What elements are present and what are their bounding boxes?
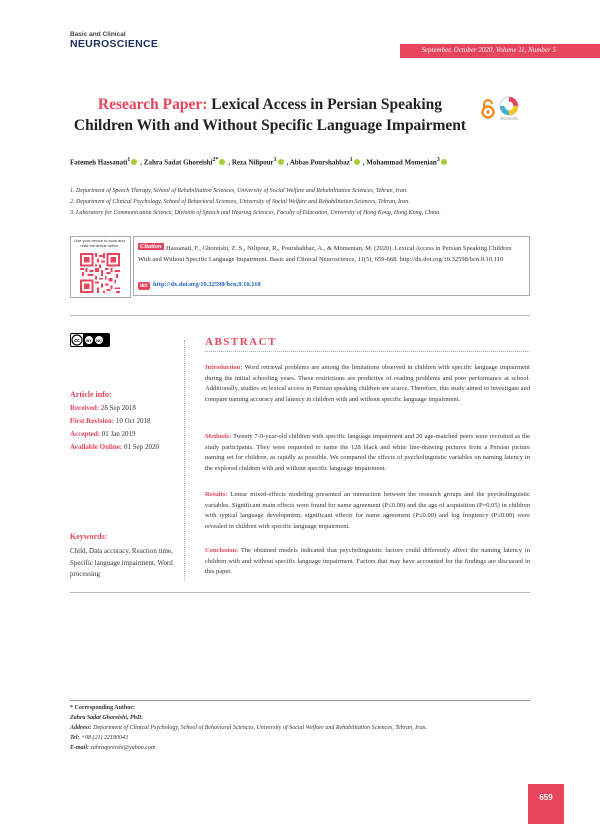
received-row bbox=[70, 402, 159, 415]
journal-logo: NEUROSCIENCE bbox=[70, 38, 159, 50]
orcid-icon[interactable] bbox=[131, 159, 137, 165]
author-sup: 2* bbox=[212, 157, 219, 163]
qr-code-icon[interactable] bbox=[79, 253, 121, 293]
author-sup: 3 bbox=[436, 157, 440, 163]
journal-logo-top: Basic and Clinical bbox=[70, 31, 126, 38]
email-link[interactable]: zahraqoreishi@yahoo.com bbox=[90, 745, 156, 751]
orcid-icon[interactable] bbox=[354, 159, 360, 165]
author-name: Abbas Pourshahbaz bbox=[289, 158, 350, 167]
crossmark-icon[interactable] bbox=[498, 96, 520, 122]
first-revision-row bbox=[70, 415, 159, 428]
article-info-heading: Article info: bbox=[70, 390, 112, 399]
keywords-heading: Keywords: bbox=[70, 532, 108, 541]
author-name: Fatemeh Hassanati bbox=[70, 158, 128, 167]
abstract-methods bbox=[205, 432, 530, 474]
conclusion-text: The obtained models indicated that psycholinguistic factors could differently affect the naming latency in children with and without specific language impairment. Factors that may have accounted for the findings are discussed in this paper. bbox=[205, 547, 530, 576]
tel-label: Tel: bbox=[70, 735, 80, 741]
abstract-rule bbox=[205, 351, 530, 352]
page-number-bar bbox=[528, 784, 564, 824]
available-row bbox=[70, 441, 159, 454]
address-label: Address: bbox=[70, 725, 92, 731]
first-revision-label: First Revision: bbox=[70, 417, 115, 425]
article-title-text: Lexical Access in Persian Speaking Children With and Without Specific Language Impairment bbox=[73, 96, 467, 135]
issue-info: September, October 2020, Volume 11, Number 5 bbox=[421, 46, 556, 54]
affiliation: 3. Laboratory for Communication Science, Division of Speech and Hearing Sciences, Faculty of Education, University of Hong Kong, Hong Kong, China. bbox=[70, 210, 441, 216]
available-date: 01 Sep 2020 bbox=[123, 443, 159, 451]
author-sup: 1 bbox=[127, 157, 131, 163]
tel-text: +98 (21) 22180043 bbox=[80, 735, 128, 741]
doi-link[interactable]: http://dx.doi.org/10.32598/bcn.9.10.110 bbox=[153, 281, 261, 288]
methods-text: Twenty 7-9-year-old children with specific language impairment and 20 age-matched peers were recruited as the study participants. They were requested to name the 128 black and white line-drawing pictures from a Persian picture naming set for children, as rapidly as possible. We compared the effects of psycholinguistic variables on naming latency in the explored children with and without specific language impairment. bbox=[205, 433, 530, 472]
abstract-results bbox=[205, 490, 530, 532]
page-number: 659 bbox=[539, 793, 553, 802]
keywords-text: Child, Data accuracy, Reaction time, Specific language impairment, Word processing bbox=[70, 547, 173, 578]
address-text: Department of Clinical Psychology, School of Behavioral Sciences, University of Social Welfare and Rehabilitation Sciences, Tehran, Iran. bbox=[93, 725, 427, 731]
accepted-row bbox=[70, 428, 159, 441]
author-name: Mohammad Momenian bbox=[366, 158, 437, 167]
article-title bbox=[70, 94, 470, 137]
abstract-conclusion bbox=[205, 546, 530, 578]
received-label: Received: bbox=[70, 404, 100, 412]
svg-text:BY: BY bbox=[86, 338, 92, 343]
open-access-icon bbox=[481, 99, 495, 119]
results-text: Linear mixed-effects modeling presented an interaction between the research groups and the psycholinguistic variables. Significant main effects were found for name agreement (P≤0.00) and the age of acquisition (P=0.05) in children with typical language development; significant effects for name agreement (P≤0.00) and log frequency (P≤0.00) were revealed in children with specific language impairment. bbox=[205, 491, 530, 530]
citation-label: Citation bbox=[140, 243, 162, 250]
author-name: Reza Nilipour bbox=[231, 158, 274, 167]
results-label: Results: bbox=[205, 491, 228, 498]
cc-license-icon[interactable] bbox=[70, 333, 110, 347]
qr-caption: Use your device to scan and read the article online bbox=[74, 238, 125, 248]
affiliation: 1. Department of Speech Therapy, School of Rehabilitation Sciences, University of Social Welfare and Rehabilitation Sciences, Tehran, Iran. bbox=[70, 188, 408, 194]
first-revision-date: 10 Oct 2018 bbox=[115, 417, 151, 425]
corresponding-author bbox=[70, 703, 530, 753]
orcid-icon[interactable] bbox=[278, 159, 284, 165]
orcid-icon[interactable] bbox=[219, 159, 225, 165]
doi-icon: doi bbox=[140, 283, 148, 289]
divider bbox=[70, 592, 530, 593]
divider bbox=[70, 700, 530, 701]
author-list: Fatemeh Hassanati$^1$ , Zahra Sadat Ghoreishi$^{2*}$ , Reza Nilipour$^1$ , Abbas Pourshahbaz$^1$ , Mohammad Momenian$^3$ bbox=[70, 157, 450, 166]
available-label: Available Online: bbox=[70, 443, 123, 451]
article-dates bbox=[70, 402, 159, 454]
affiliations bbox=[70, 186, 441, 219]
article-type: Research Paper: bbox=[97, 96, 208, 113]
conclusion-label: Conclusion: bbox=[205, 547, 239, 554]
corresponding-name: Zahra Sadat Ghoreishi, PhD. bbox=[70, 715, 143, 721]
received-date: 28 Sep 2018 bbox=[100, 404, 136, 412]
citation-text: Hassanati, F., Ghoreishi, Z. S., Nilipour, R., Pourshahbaz, A., & Momenian, M. (2020). Lexical Access in Persian Speaking Children With and Without Specific Language Impairment. Basic and Clinical Neuroscience, 11(5), 659-668. http://dx.doi.org/10.32598/bcn.9.10.110 bbox=[138, 245, 512, 263]
abstract-introduction bbox=[205, 363, 530, 405]
introduction-label: Introduction: bbox=[205, 364, 243, 371]
svg-text:NC: NC bbox=[96, 338, 102, 343]
abstract-heading: ABSTRACT bbox=[205, 336, 277, 348]
accepted-label: Accepted: bbox=[70, 430, 100, 438]
column-divider bbox=[184, 340, 185, 580]
introduction-text: Word retrieval problems are among the limitations observed in children with specific language impairment during the initial schooling years. These restrictions are predictive of reading problems and poor performance at school. Additionally, studies on lexical access in Persian speaking children are scarce. Therefore, this study aimed to investigate and compare naming accuracy and latency in children with and without specific language impairment. bbox=[205, 364, 530, 403]
accepted-date: 01 Jan 2019 bbox=[101, 430, 136, 438]
author-sup: 1 bbox=[349, 157, 353, 163]
affiliation: 2. Department of Clinical Psychology, School of Behavioral Sciences, University of Social Welfare and Rehabilitation Sciences, Tehran, Iran. bbox=[70, 199, 410, 205]
email-label: E-mail: bbox=[70, 745, 89, 751]
orcid-icon[interactable] bbox=[441, 159, 447, 165]
svg-text:cc: cc bbox=[74, 338, 80, 344]
author-name: Zahra Sadat Ghoreishi bbox=[143, 158, 213, 167]
corresponding-heading: * Corresponding Author: bbox=[70, 705, 135, 711]
divider bbox=[70, 315, 530, 316]
methods-label: Methods: bbox=[205, 433, 232, 440]
author-sup: 1 bbox=[273, 157, 277, 163]
